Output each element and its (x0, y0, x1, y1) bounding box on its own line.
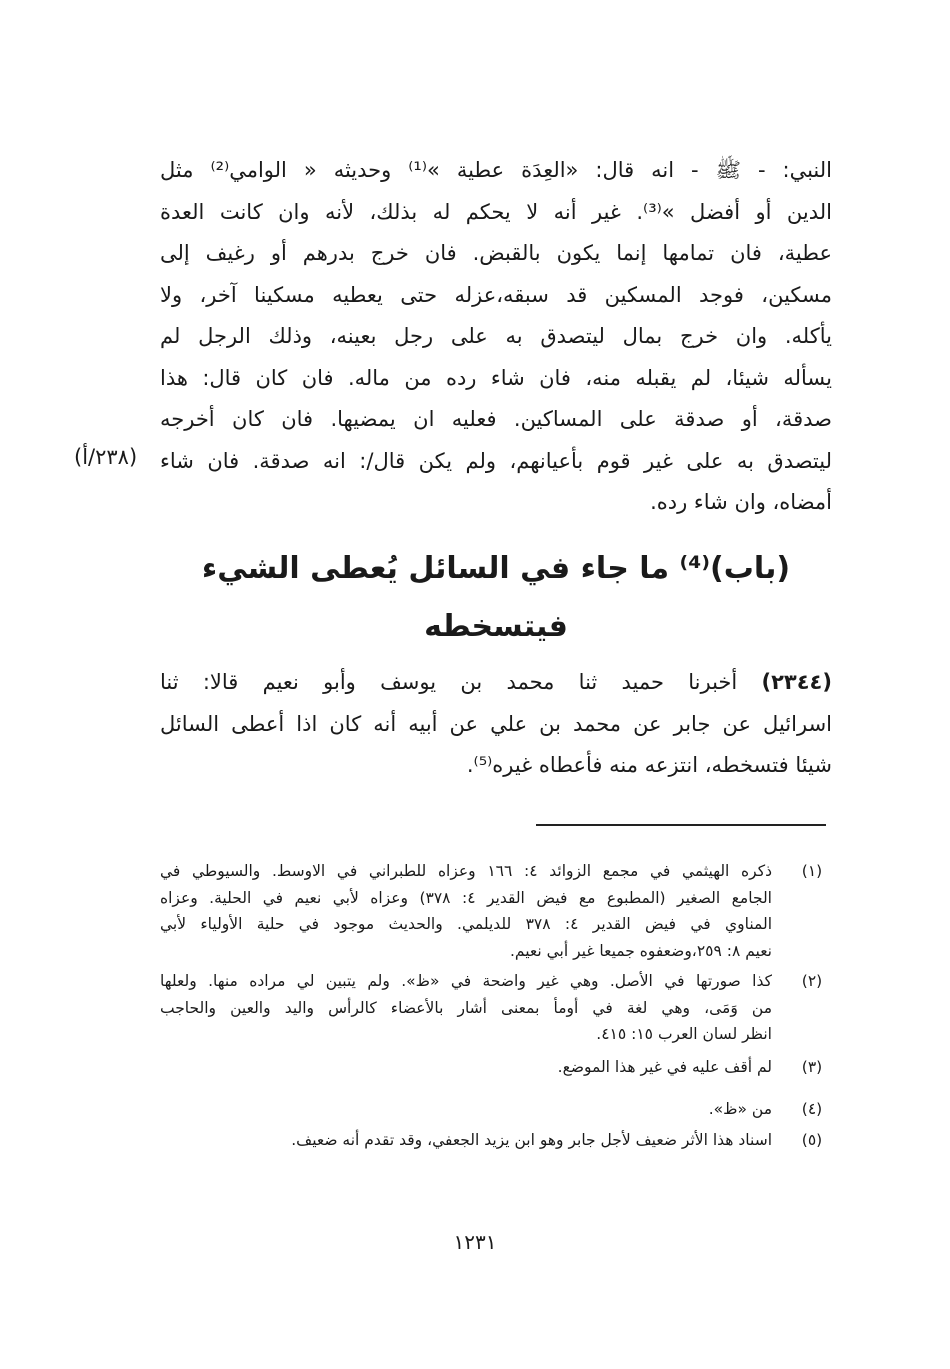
hadith-line (160, 662, 832, 704)
hadith-line-text: أخبرنا حميد ثنا محمد بن يوسف وأبو نعيم قالا: ثنا (160, 670, 762, 694)
footnote-line: كذا صورتها في الأصل. وهي غير واضحة في «ظ». ولم يتبين لي مراده منها. ولعلها (160, 972, 772, 990)
text-line: يأكله. وان خرج بمال ليتصدق به على رجل بعينه، وذلك الرجل لم (160, 324, 832, 348)
footnote-number: (٤) (801, 1100, 823, 1118)
text-line: أمضاه، وان شاء رده. (650, 490, 832, 514)
footnote (160, 858, 832, 964)
footnote (160, 968, 832, 1048)
main-text (160, 150, 832, 524)
text-line: يسأله شيئا، لم يقبله منه، فان شاء رده من ماله. فان كان قال: هذا (160, 365, 832, 390)
footnote (160, 1054, 832, 1081)
footnote-number: (١) (801, 862, 823, 880)
footnote-line: الجامع الصغير (المطبوع مع فيض القدير ٤: ٣٧٨) وعزاه لأبي نعيم في الحلية. وعزاه (160, 888, 772, 907)
text-line: صدقة، أو صدقة على المساكين. فعليه ان يمضيها. فان كان أخرجه (160, 407, 832, 431)
footnote-number: (٣) (801, 1057, 823, 1076)
chapter-heading-line: (باب)⁽⁴⁾ ما جاء في السائل يُعطى الشيء (201, 551, 791, 586)
text-line: النبي: - ﷺ - انه قال: «العِدَة عطية »⁽¹⁾ وحديثه « الوامي⁽²⁾ مثل (160, 158, 832, 182)
footnote-number: (٢) (801, 972, 823, 990)
footnote-line: اسناد هذا الأثر ضعيف لأجل جابر وهو ابن يزيد الجعفي، وقد تقدم أنه ضعيف. (291, 1130, 772, 1149)
text-line: مسكين، فوجد المسكين قد سبقه،عزله حتى يعطيه مسكينا آخر، ولا (160, 282, 832, 307)
hadith-text (160, 662, 832, 787)
footnote-line: من وَمَى، وهي لغة في أومأ بمعنى أشار بالأعضاء كالرأس واليد والعين والحاجب (160, 998, 772, 1017)
footnote-divider (536, 824, 826, 826)
footnote (160, 1127, 832, 1154)
chapter-heading (160, 540, 832, 656)
chapter-heading-line: فيتسخطه (424, 609, 568, 644)
hadith-line: شيئا فتسخطه، انتزعه منه فأعطاه غيره⁽⁵⁾. (466, 753, 832, 777)
text-line: الدين أو أفضل »⁽³⁾. غير أنه لا يحكم له بذلك، لأنه وان كانت العدة (160, 199, 832, 224)
page-number: ١٢٣١ (453, 1230, 497, 1254)
text-line: ليتصدق به على غير قوم بأعيانهم، ولم يكن قال/: انه صدقة. فان شاء (160, 448, 832, 473)
footnote-line: نعيم ٨: ٢٥٩،وضعفوه جميعا غير أبي نعيم. (510, 941, 772, 960)
footnote-number: (٥) (801, 1130, 823, 1149)
text-line: عطية، فان تمامها إنما يكون بالقبض. فان خرج بدرهم أو رغيف إلى (160, 241, 832, 265)
footnote-line: انظر لسان العرب ١٥: ٤١٥. (596, 1025, 772, 1043)
hadith-line: اسرائيل عن جابر عن محمد بن علي عن أبيه أنه كان اذا أعطى السائل (160, 711, 832, 736)
footnote-line: ذكره الهيثمي في مجمع الزوائد ٤: ١٦٦ وعزاه للطبراني في الاوسط. والسيوطي في (160, 862, 772, 880)
footnote (160, 1096, 832, 1123)
hadith-number: (٢٣٤٤) (761, 670, 832, 694)
footnote-line: لم أقف عليه في غير هذا الموضع. (557, 1057, 772, 1076)
manuscript-folio-marker: (٢٣٨/أ) (74, 445, 138, 469)
footnotes (160, 858, 832, 1157)
footnote-line: المناوي في فيض القدير ٤: ٣٧٨ للديلمي. والحديث موجود في حلية الأولياء لأبي (160, 915, 772, 933)
footnote-line: من «ظ». (708, 1100, 772, 1118)
